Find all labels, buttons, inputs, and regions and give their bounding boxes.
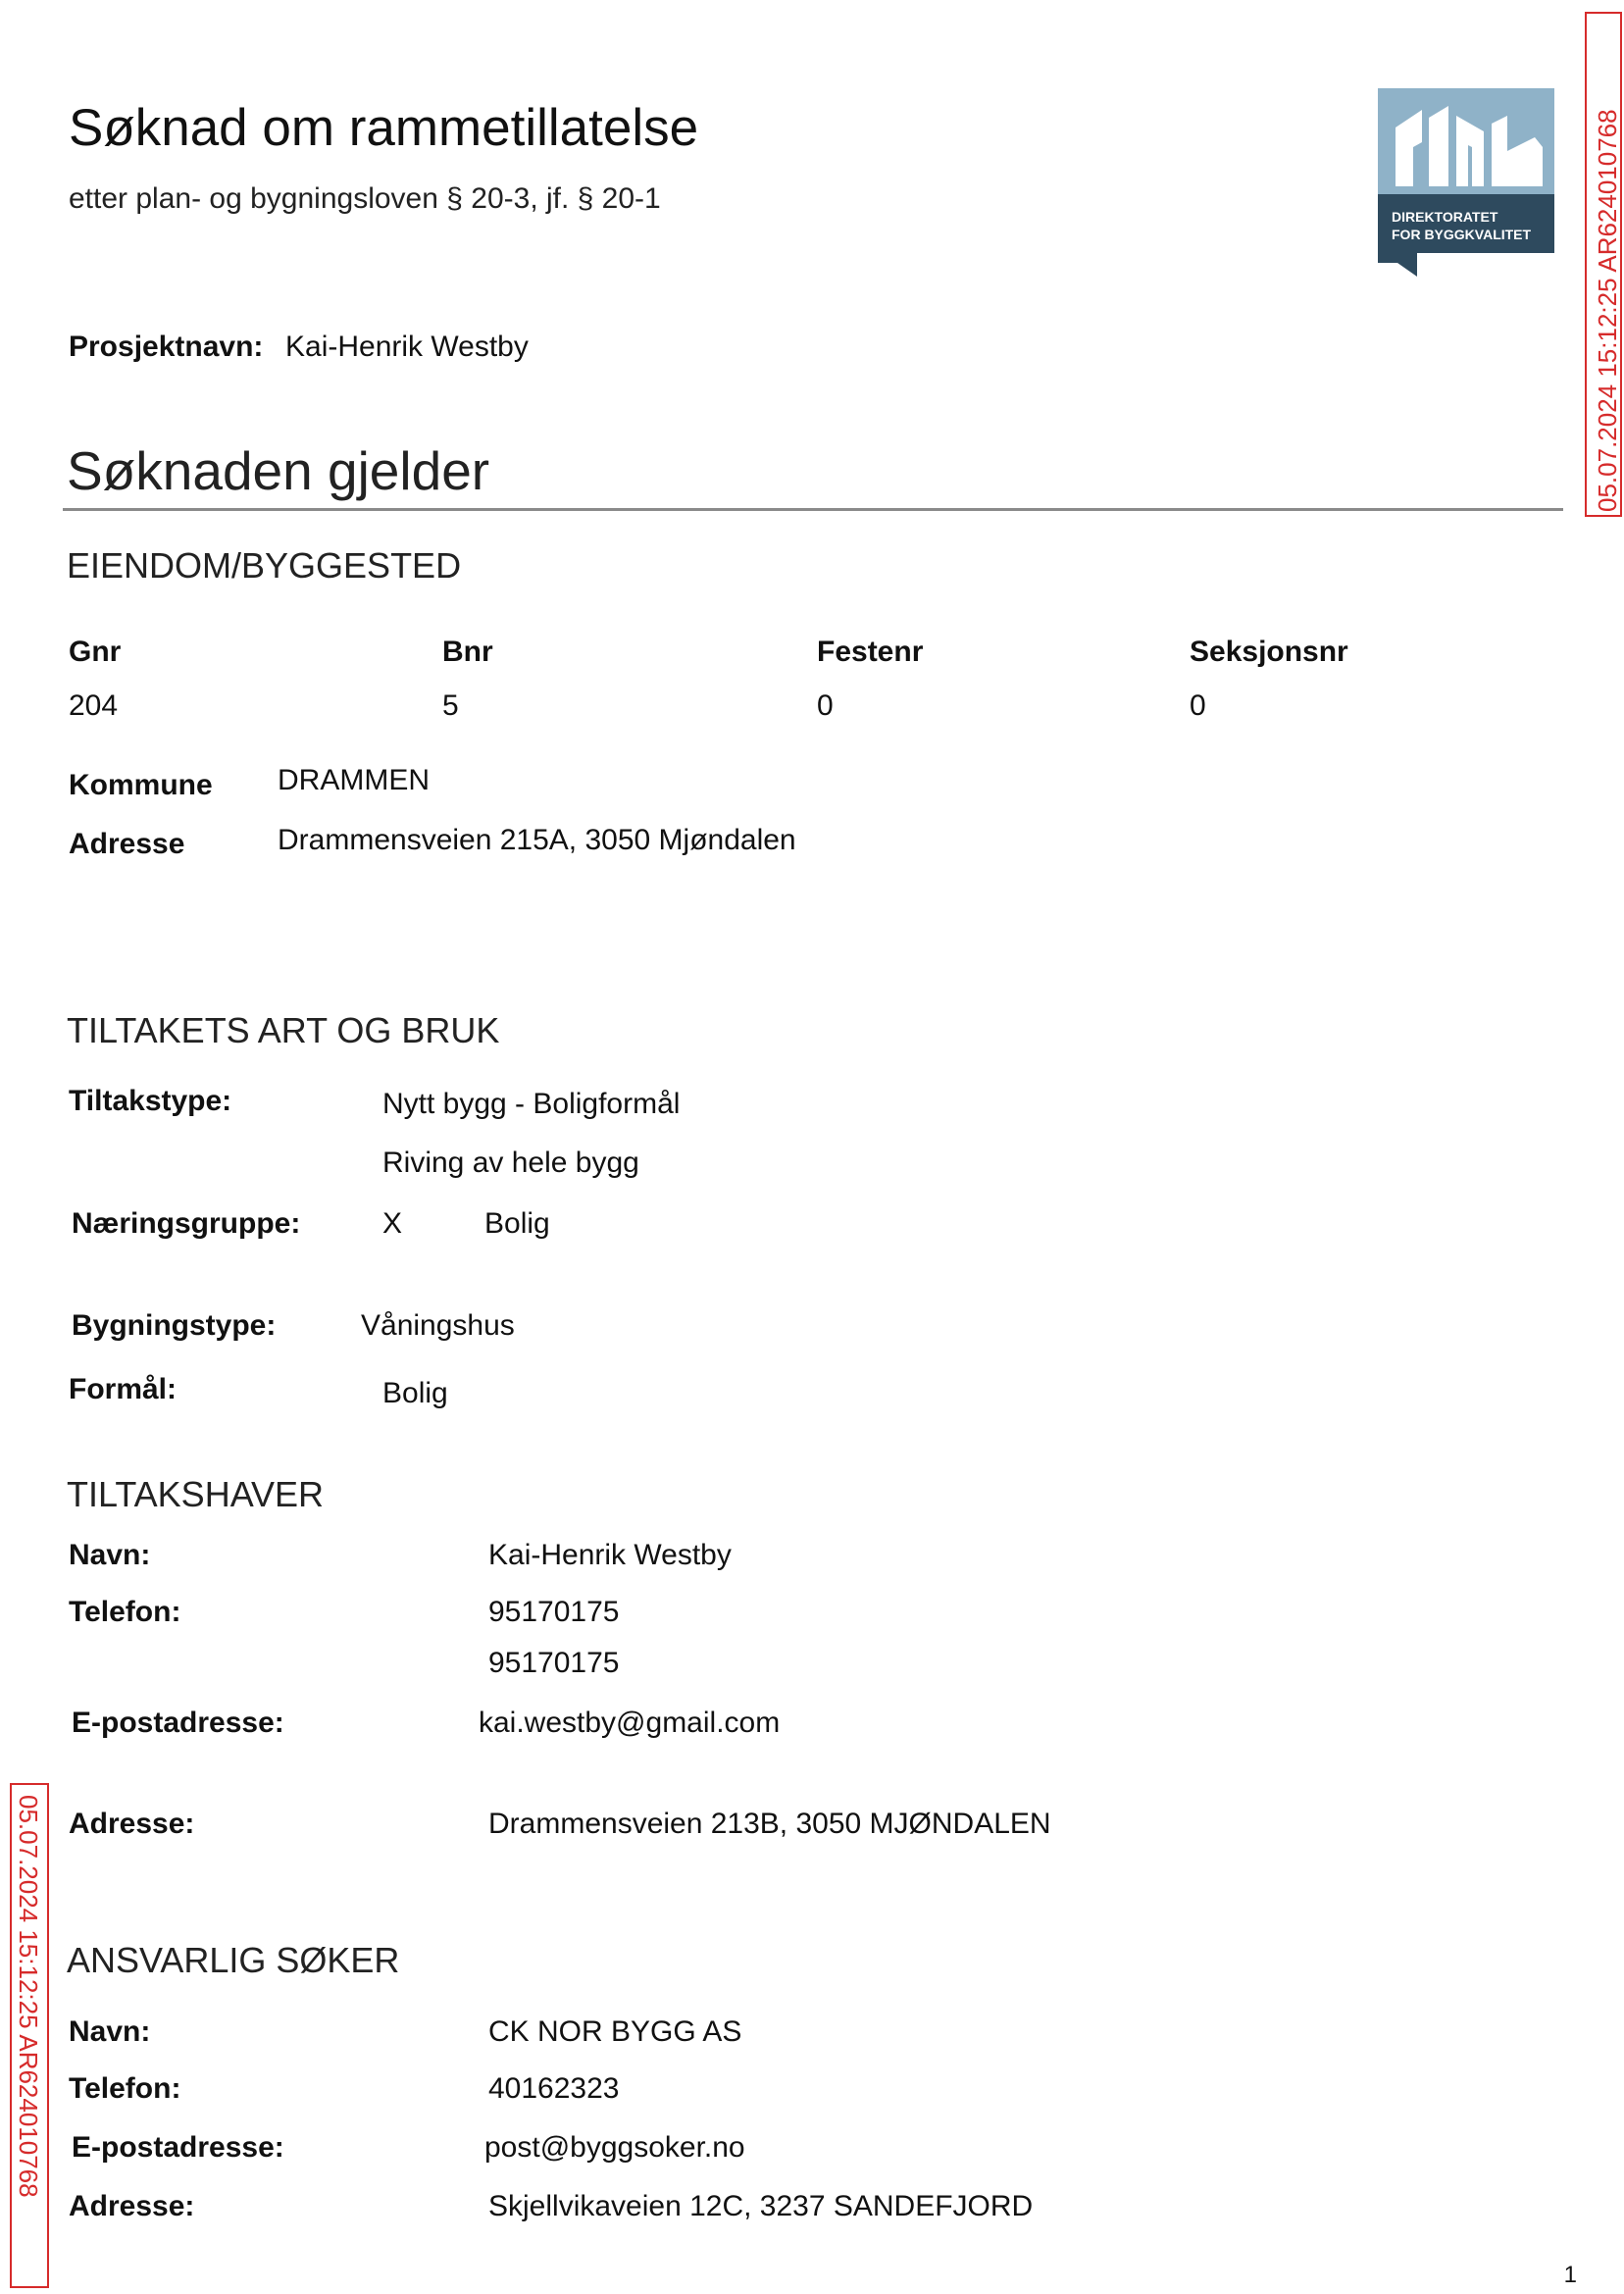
ansvarlig-navn-label: Navn: xyxy=(69,2015,151,2048)
tiltakshaver-telefon-label: Telefon: xyxy=(69,1596,181,1628)
festenr-label: Festenr xyxy=(817,636,924,668)
ansvarlig-epost-value: post@byggsoker.no xyxy=(484,2131,745,2164)
formal-value: Bolig xyxy=(382,1377,448,1409)
seksjonsnr-value: 0 xyxy=(1190,689,1206,722)
bnr-value: 5 xyxy=(442,689,459,722)
ansvarlig-adresse-value: Skjellvikaveien 12C, 3237 SANDEFJORD xyxy=(488,2190,1034,2222)
bnr-label: Bnr xyxy=(442,636,493,668)
festenr-value: 0 xyxy=(817,689,834,722)
ansvarlig-navn-value: CK NOR BYGG AS xyxy=(488,2015,742,2048)
section-divider xyxy=(63,508,1563,511)
ansvarlig-adresse-label: Adresse: xyxy=(69,2190,195,2222)
tiltak-heading: TILTAKETS ART OG BRUK xyxy=(67,1010,500,1050)
section-heading: Søknaden gjelder xyxy=(67,440,490,501)
tiltakshaver-adresse-value: Drammensveien 213B, 3050 MJØNDALEN xyxy=(488,1808,1051,1840)
tiltakshaver-epost-value: kai.westby@gmail.com xyxy=(479,1707,781,1739)
kommune-label: Kommune xyxy=(69,769,213,801)
tiltakshaver-telefon-value-2: 95170175 xyxy=(488,1647,620,1679)
naeringsgruppe-label: Næringsgruppe: xyxy=(72,1207,301,1240)
naeringsgruppe-code: X xyxy=(382,1207,403,1240)
gnr-value: 204 xyxy=(69,689,119,722)
ansvarlig-telefon-value: 40162323 xyxy=(488,2072,620,2105)
eiendom-heading: EIENDOM/BYGGESTED xyxy=(67,545,462,586)
formal-label: Formål: xyxy=(69,1373,178,1405)
logo-text-line2: FOR BYGGKVALITET xyxy=(1392,227,1532,242)
ansvarlig-telefon-label: Telefon: xyxy=(69,2072,181,2105)
project-name-label: Prosjektnavn: xyxy=(69,331,264,363)
date-stamp-left xyxy=(10,1783,49,2288)
document-subtitle: etter plan- og bygningsloven § 20-3, jf. § 20-1 xyxy=(69,182,661,215)
document-title: Søknad om rammetillatelse xyxy=(69,99,699,157)
adresse-label: Adresse xyxy=(69,828,185,860)
gnr-label: Gnr xyxy=(69,636,122,668)
naeringsgruppe-value: Bolig xyxy=(484,1207,550,1240)
date-stamp-left-text: 05.07.2024 15:12:25 AR624010768 xyxy=(14,1795,43,2198)
tiltakstype-value-1: Nytt bygg - Boligformål xyxy=(382,1088,681,1120)
tiltakshaver-heading: TILTAKSHAVER xyxy=(67,1474,325,1514)
building-logo-icon xyxy=(1378,88,1554,277)
tiltakshaver-navn-value: Kai-Henrik Westby xyxy=(488,1539,732,1571)
tiltakstype-value-2: Riving av hele bygg xyxy=(382,1147,639,1179)
tiltakshaver-adresse-label: Adresse: xyxy=(69,1808,195,1840)
tiltakshaver-navn-label: Navn: xyxy=(69,1539,151,1571)
tiltakshaver-telefon-value-1: 95170175 xyxy=(488,1596,620,1628)
ansvarlig-heading: ANSVARLIG SØKER xyxy=(67,1940,400,1980)
project-name-value: Kai-Henrik Westby xyxy=(285,331,529,363)
bygningstype-label: Bygningstype: xyxy=(72,1309,277,1342)
seksjonsnr-label: Seksjonsnr xyxy=(1190,636,1348,668)
date-stamp-top xyxy=(1585,12,1622,517)
date-stamp-top-text: 05.07.2024 15:12:25 AR624010768 xyxy=(1593,109,1622,512)
dibk-logo xyxy=(1378,88,1554,277)
bygningstype-value: Våningshus xyxy=(361,1309,515,1342)
page-number: 1 xyxy=(1563,2262,1577,2288)
kommune-value: DRAMMEN xyxy=(278,764,430,796)
ansvarlig-epost-label: E-postadresse: xyxy=(72,2131,284,2164)
logo-text-line1: DIREKTORATET xyxy=(1392,209,1498,225)
tiltakstype-label: Tiltakstype: xyxy=(69,1085,232,1117)
adresse-value: Drammensveien 215A, 3050 Mjøndalen xyxy=(278,824,796,856)
tiltakshaver-epost-label: E-postadresse: xyxy=(72,1707,284,1739)
